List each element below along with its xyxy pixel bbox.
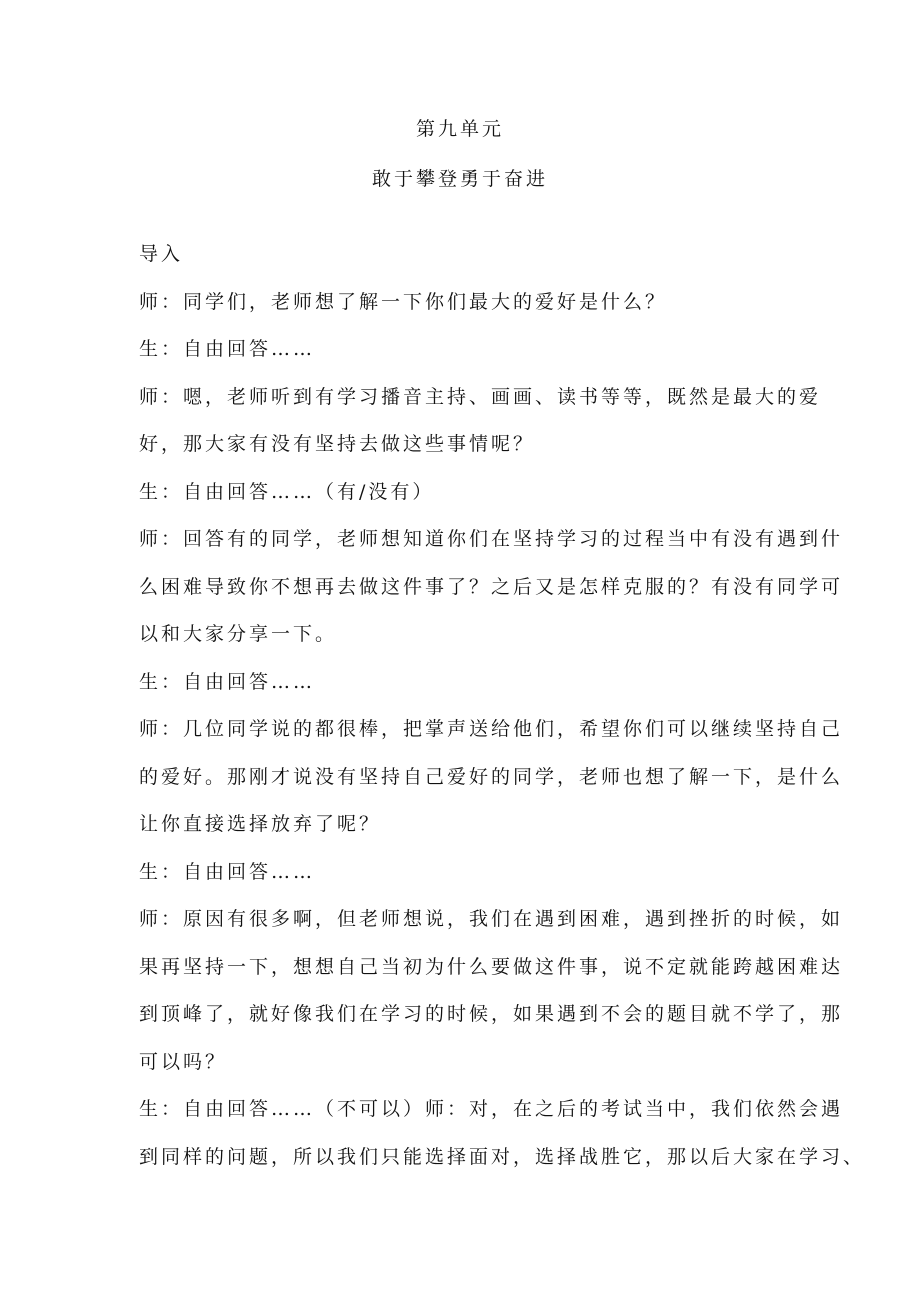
paragraph-line: 生：自由回答……	[139, 670, 316, 693]
paragraph-line: 师：几位同学说的都很棒，把掌声送给他们，希望你们可以继续坚持自己	[139, 718, 844, 740]
paragraph-line: 师：同学们，老师想了解一下你们最大的爱好是什么？	[139, 290, 668, 313]
paragraph-line: 到顶峰了，就好像我们在学习的时候，如果遇到不会的题目就不学了，那	[139, 1003, 844, 1025]
paragraph-line: 可以吗？	[139, 1050, 228, 1073]
paragraph-line: 好，那大家有没有坚持去做这些事情呢？	[139, 433, 536, 455]
paragraph-line: 生：自由回答……（不可以）师：对，在之后的考试当中，我们依然会遇	[139, 1098, 844, 1120]
paragraph-line: 生：自由回答……	[139, 338, 316, 360]
paragraph-line: 到同样的问题，所以我们只能选择面对，选择战胜它，那以后大家在学习、	[139, 1145, 866, 1168]
paragraph-line: 果再坚持一下，想想自己当初为什么要做这件事，说不定就能跨越困难达	[139, 955, 844, 978]
paragraph-line: 生：自由回答……（有/没有）	[139, 480, 435, 503]
paragraph-line: 师：原因有很多啊，但老师想说，我们在遇到困难，遇到挫折的时候，如	[139, 908, 844, 930]
document-body	[139, 236, 866, 1175]
unit-title: 第九单元	[415, 118, 504, 140]
lesson-title: 敢于攀登勇于奋进	[371, 168, 548, 190]
section-heading-intro: 导入	[139, 243, 184, 265]
paragraph-line: 师：嗯，老师听到有学习播音主持、画画、读书等等，既然是最大的爱	[139, 385, 822, 408]
paragraph-line: 生：自由回答……	[139, 860, 316, 883]
paragraph-line: 以和大家分享一下。	[139, 623, 338, 645]
paragraph-line: 师：回答有的同学，老师想知道你们在坚持学习的过程当中有没有遇到什	[139, 528, 844, 550]
paragraph-line: 让你直接选择放弃了呢？	[139, 813, 382, 835]
paragraph-line: 的爱好。那刚才说没有坚持自己爱好的同学，老师也想了解一下，是什么	[139, 765, 844, 788]
paragraph-line: 么困难导致你不想再去做这件事了？之后又是怎样克服的？有没有同学可	[139, 575, 844, 598]
